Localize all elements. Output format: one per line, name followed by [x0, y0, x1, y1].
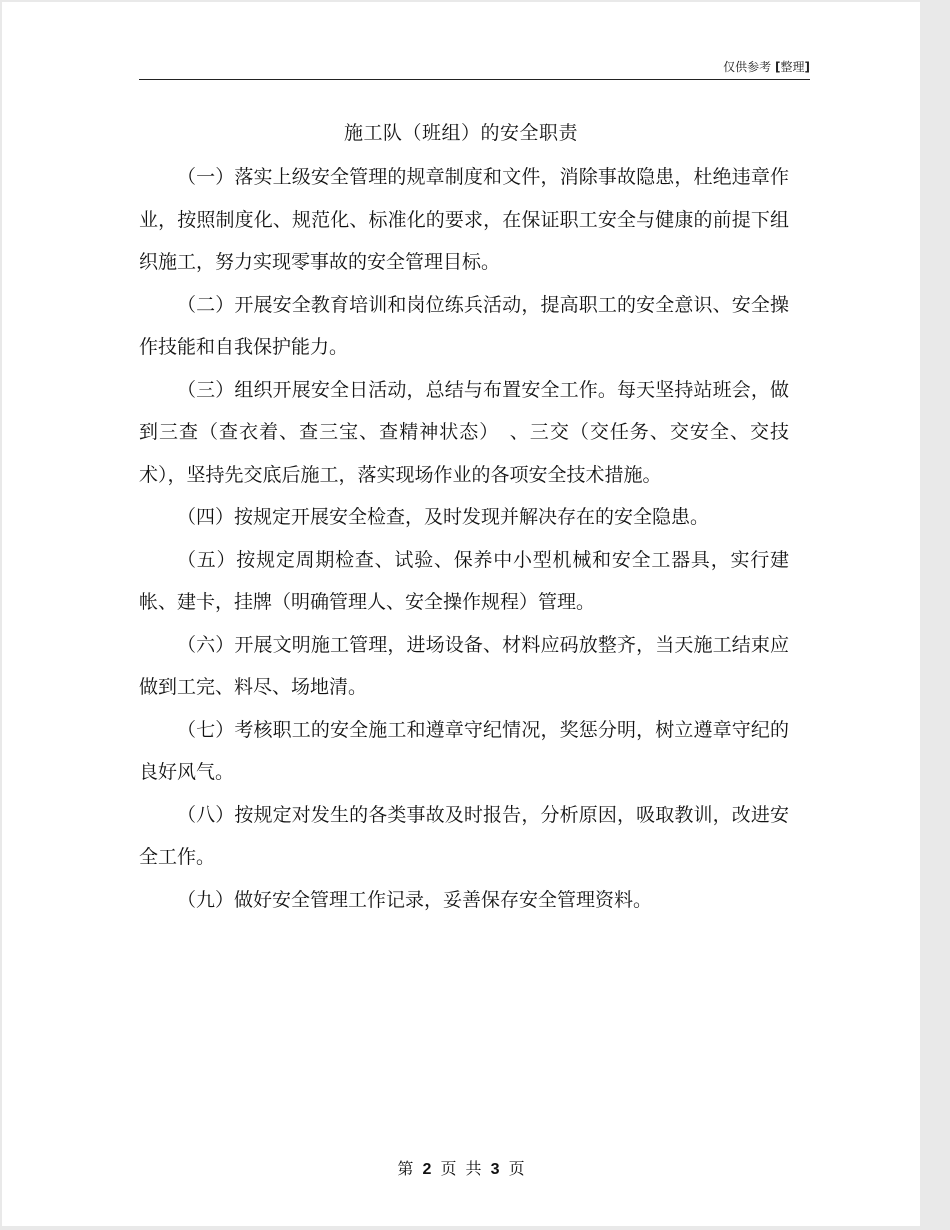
document-page — [2, 2, 920, 1226]
paragraph-6: （六）开展文明施工管理，进场设备、材料应码放整齐，当天施工结束应做到工完、料尽、场地清。 — [139, 633, 789, 698]
footer-suffix: 页 — [508, 1159, 525, 1178]
footer-current-page: 2 — [422, 1161, 432, 1178]
footer-middle: 页 共 — [440, 1159, 482, 1178]
paragraph-2: （二）开展安全教育培训和岗位练兵活动，提高职工的安全意识、安全操作技能和自我保护能力。 — [139, 293, 789, 358]
page-header — [139, 58, 810, 80]
header-tag: 整理 — [780, 60, 805, 74]
header-tag-open: [ — [775, 60, 781, 74]
paragraph-7: （七）考核职工的安全施工和遵章守纪情况，奖惩分明，树立遵章守纪的良好风气。 — [139, 718, 789, 783]
paragraph-9: （九）做好安全管理工作记录，妥善保存安全管理资料。 — [177, 888, 653, 911]
paragraph-8: （八）按规定对发生的各类事故及时报告，分析原因，吸取教训，改进安全工作。 — [139, 803, 789, 868]
document-title: 施工队（班组）的安全职责 — [343, 122, 578, 144]
paragraph-3: （三）组织开展安全日活动，总结与布置安全工作。每天坚持站班会，做到三查（查衣着、查三宝、查精神状态） 、三交（交任务、交安全、交技术），坚持先交底后施工，落实现场作业的各项安全技术措施。 — [139, 378, 789, 486]
footer-total-pages: 3 — [490, 1161, 500, 1178]
document-body — [139, 156, 789, 921]
header-note: 仅供参考 — [723, 60, 772, 74]
paragraph-5: （五）按规定周期检查、试验、保养中小型机械和安全工器具，实行建帐、建卡，挂牌（明确管理人、安全操作规程）管理。 — [139, 548, 789, 613]
paragraph-1: （一）落实上级安全管理的规章制度和文件，消除事故隐患，杜绝违章作业，按照制度化、规范化、标准化的要求，在保证职工安全与健康的前提下组织施工，努力实现零事故的安全管理目标。 — [139, 166, 789, 273]
header-tag-close: ] — [804, 60, 810, 74]
page-footer — [2, 1156, 920, 1179]
footer-prefix: 第 — [397, 1159, 414, 1178]
paragraph-4: （四）按规定开展安全检查，及时发现并解决存在的安全隐患。 — [177, 506, 710, 528]
